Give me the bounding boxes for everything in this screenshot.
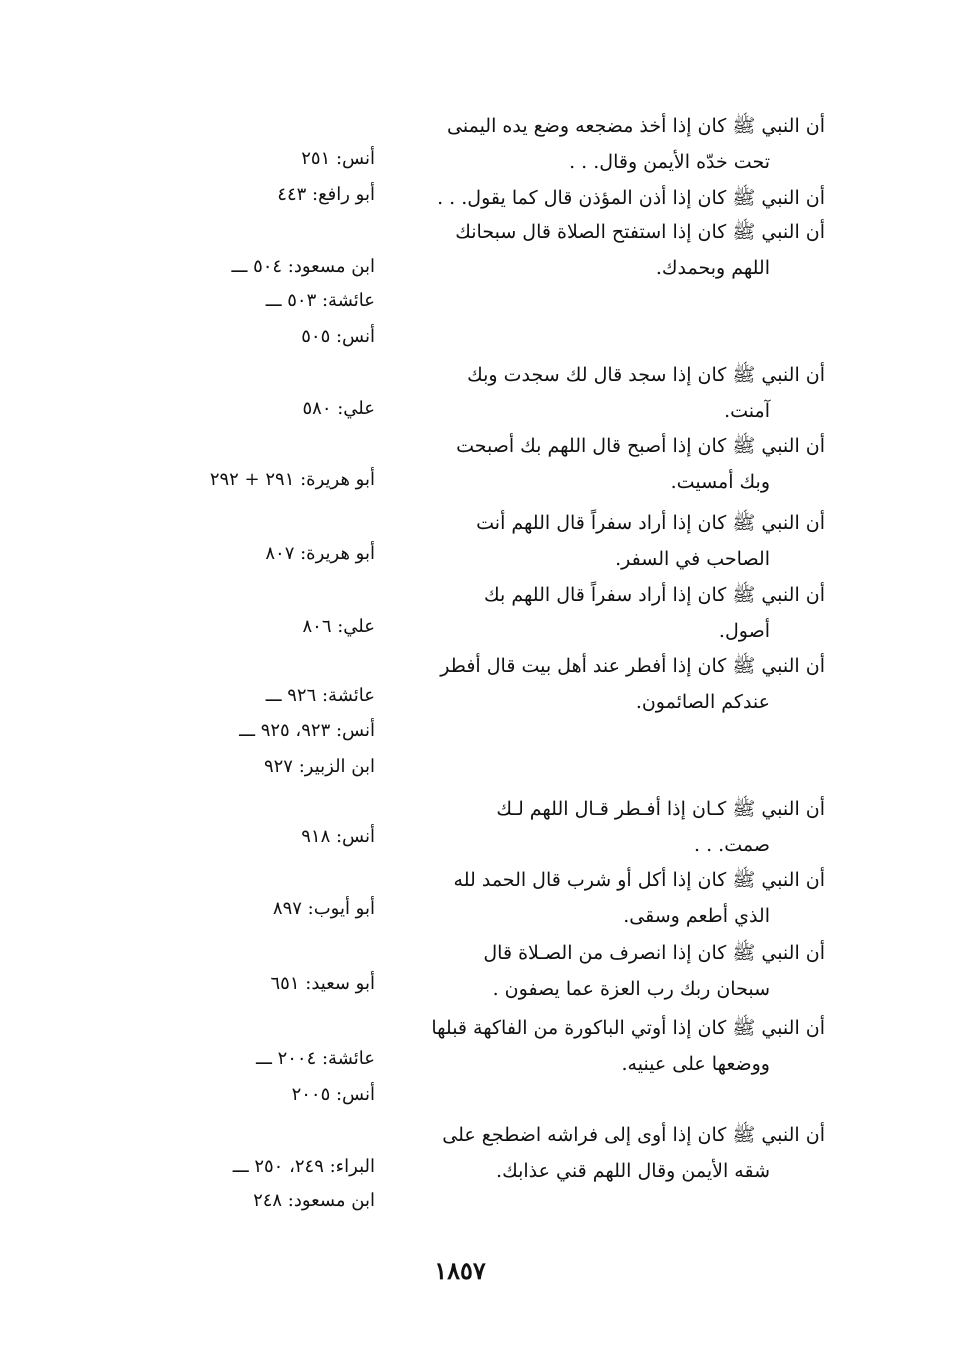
page-number: ١٨٥٧ bbox=[434, 1256, 486, 1285]
hadith-line-2: الصاحب في السفر. bbox=[615, 548, 770, 570]
hadith-entry bbox=[405, 791, 825, 863]
hadith-line-1: أن النبي ﷺ كان إذا سجد قال لك سجدت وبك bbox=[467, 364, 825, 386]
hadith-line-2: صمت. . . bbox=[694, 834, 770, 856]
hadith-line-1: أن النبي ﷺ كان إذا أخذ مضجعه وضع يده اليمنى bbox=[447, 115, 825, 137]
hadith-line-2: الذي أطعم وسقى. bbox=[623, 905, 770, 927]
narrator-reference: أنس: ٢٥١ bbox=[301, 148, 375, 169]
hadith-entry bbox=[405, 935, 825, 1007]
hadith-line-1: أن النبي ﷺ كان إذا استفتح الصلاة قال سبحانك bbox=[455, 221, 825, 243]
narrator-reference: عائشة: ٩٢٦ ـــ bbox=[265, 685, 375, 706]
hadith-line-2: تحت خدّه الأيمن وقال. . . bbox=[569, 151, 770, 173]
narrator-reference: أبو هريرة: ٢٩١ + ٢٩٢ bbox=[209, 469, 375, 490]
narrator-reference: أنس: ٩١٨ bbox=[301, 826, 375, 847]
narrator-reference: أبو هريرة: ٨٠٧ bbox=[265, 543, 375, 564]
hadith-entry bbox=[405, 428, 825, 500]
hadith-line-1: أن النبي ﷺ كان إذا أراد سفراً قال اللهم بك bbox=[484, 584, 825, 606]
hadith-entry bbox=[405, 1117, 825, 1189]
hadith-entry bbox=[405, 180, 825, 216]
hadith-entry bbox=[405, 648, 825, 720]
narrator-reference: البراء: ٢٤٩، ٢٥٠ ـــ bbox=[232, 1156, 375, 1177]
narrator-reference: علي: ٨٠٦ bbox=[302, 616, 375, 637]
hadith-line-1: أن النبي ﷺ كـان إذا أفـطر قـال اللهم لـك bbox=[496, 798, 825, 820]
hadith-line-2: وبك أمسيت. bbox=[670, 471, 770, 493]
hadith-line-1: أن النبي ﷺ كان إذا أوتي الباكورة من الفاكهة قبلها bbox=[431, 1017, 825, 1039]
narrator-reference: عائشة: ٥٠٣ ـــ bbox=[265, 290, 375, 311]
hadith-entry bbox=[405, 505, 825, 577]
narrator-reference: أنس: ٢٠٠٥ bbox=[291, 1084, 375, 1105]
hadith-entry bbox=[405, 214, 825, 286]
narrator-reference: ابن الزبير: ٩٢٧ bbox=[263, 756, 375, 777]
narrator-reference: أبو أيوب: ٨٩٧ bbox=[272, 898, 375, 919]
hadith-entry bbox=[405, 862, 825, 934]
hadith-entry bbox=[405, 577, 825, 649]
hadith-line-1: أن النبي ﷺ كان إذا أذن المؤذن قال كما يقول. . . bbox=[437, 187, 825, 209]
narrator-reference: عائشة: ٢٠٠٤ ـــ bbox=[256, 1048, 375, 1069]
hadith-line-2: سبحان ربك رب العزة عما يصفون . bbox=[492, 978, 770, 1000]
hadith-line-2: اللهم وبحمدك. bbox=[655, 257, 770, 279]
hadith-line-1: أن النبي ﷺ كان إذا أكل أو شرب قال الحمد لله bbox=[453, 869, 825, 891]
hadith-entry bbox=[405, 357, 825, 429]
hadith-line-1: أن النبي ﷺ كان إذا أصبح قال اللهم بك أصبحت bbox=[456, 435, 825, 457]
hadith-line-2: أصول. bbox=[718, 620, 770, 642]
hadith-line-1: أن النبي ﷺ كان إذا أفطر عند أهل بيت قال أفطر bbox=[440, 655, 825, 677]
hadith-entry bbox=[405, 1010, 825, 1082]
narrator-reference: أبو رافع: ٤٤٣ bbox=[277, 184, 375, 205]
narrator-reference: أنس: ٥٠٥ bbox=[301, 326, 375, 347]
hadith-line-1: أن النبي ﷺ كان إذا أراد سفراً قال اللهم أنت bbox=[476, 512, 825, 534]
hadith-line-2: ووضعها على عينيه. bbox=[621, 1053, 770, 1075]
narrator-reference: أبو سعيد: ٦٥١ bbox=[270, 973, 375, 994]
narrator-reference: أنس: ٩٢٣، ٩٢٥ ـــ bbox=[239, 720, 375, 741]
hadith-line-1: أن النبي ﷺ كان إذا انصرف من الصـلاة قال bbox=[483, 942, 825, 964]
narrator-reference: علي: ٥٨٠ bbox=[302, 398, 375, 419]
narrator-reference: ابن مسعود: ٥٠٤ ـــ bbox=[231, 256, 375, 277]
hadith-line-2: آمنت. bbox=[724, 400, 770, 422]
hadith-entry bbox=[405, 108, 825, 180]
narrator-reference: ابن مسعود: ٢٤٨ bbox=[253, 1190, 375, 1211]
hadith-line-2: شقه الأيمن وقال اللهم قني عذابك. bbox=[496, 1160, 770, 1182]
hadith-line-1: أن النبي ﷺ كان إذا أوى إلى فراشه اضطجع على bbox=[442, 1124, 825, 1146]
hadith-line-2: عندكم الصائمون. bbox=[635, 691, 770, 713]
